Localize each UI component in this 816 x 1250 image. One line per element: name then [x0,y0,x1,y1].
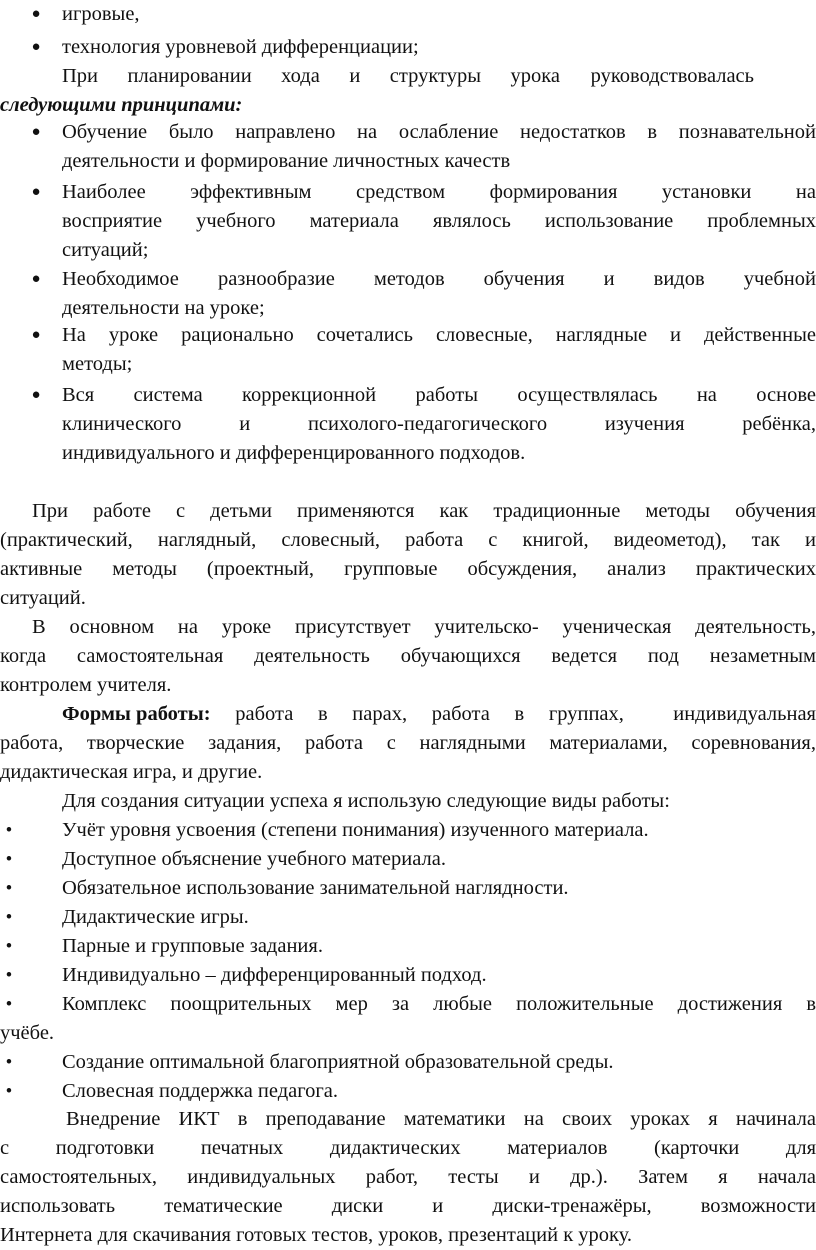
paragraph-line: При работе с детьми применяются как традиционные методы обучения [32,500,816,522]
list-item: игровые, [62,3,140,25]
paragraph-line: самостоятельных, индивидуальных работ, тесты и др.). Затем я начала [0,1166,816,1188]
paragraph-line: В основном на уроке присутствует учительско- ученическая деятельность, [32,616,816,638]
list-item: Парные и групповые задания. [62,935,323,957]
list-item-continuation: восприятие учебного материала являлось использование проблемных [62,210,816,232]
paragraph-line: работа, творческие задания, работа с наглядными материалами, соревнования, [0,732,816,754]
bullet-icon: • [5,965,13,986]
principles-emphasis: следующими принципами: [0,94,243,116]
list-item: Наиболее эффективным средством формирования установки на [62,181,816,203]
paragraph-line: (практический, наглядный, словесный, работа с книгой, видеометод), так и [0,529,816,551]
paragraph-line: когда самостоятельная деятельность обучающихся ведется под незаметным [0,645,816,667]
paragraph-line: ситуаций. [0,587,86,609]
list-item-continuation: деятельности на уроке; [62,297,265,319]
bullet-icon: • [5,994,13,1015]
list-item: Комплекс поощрительных мер за любые положительные достижения в [62,993,816,1015]
paragraph-line: Интернета для скачивания готовых тестов, уроков, презентаций к уроку. [0,1224,633,1246]
paragraph-line: контролем учителя. [0,674,172,696]
list-item: Создание оптимальной благоприятной образовательной среды. [62,1051,614,1073]
list-item-continuation: клинического и психолого-педагогического изучения ребёнка, [62,413,816,435]
list-item: Учёт уровня усвоения (степени понимания) изученного материала. [62,819,649,841]
forms-text: работа в парах, работа в группах, индивидуальная [210,703,816,725]
bullet-icon: • [5,1081,13,1102]
principles-intro-line [62,62,754,91]
bullet-icon: • [5,907,13,928]
paragraph-line: использовать тематические диски и диски-тренажёры, возможности [0,1195,816,1217]
list-item: Доступное объяснение учебного материала. [62,848,446,870]
list-item: технология уровневой дифференциации; [62,36,419,58]
bullet-icon: ● [31,327,41,343]
list-item: Дидактические игры. [62,906,249,928]
bullet-icon: • [5,820,13,841]
paragraph-line: дидактическая игра, и другие. [0,761,263,783]
success-intro: Для создания ситуации успеха я использую следующие виды работы: [62,790,670,812]
bullet-icon: ● [31,387,41,403]
list-item-continuation: учёбе. [0,1022,55,1044]
list-item: Обучение было направлено на ослабление недостатков в познавательной [62,121,816,143]
list-item-continuation: деятельности и формирование личностных качеств [62,150,511,172]
list-item: Индивидуально – дифференцированный подход. [62,964,487,986]
list-item: Словесная поддержка педагога. [62,1080,339,1102]
paragraph-line: с подготовки печатных дидактических материалов (карточки для [0,1137,816,1159]
paragraph-line: Внедрение ИКТ в преподавание математики на своих уроках я начинала [66,1108,816,1130]
principles-intro-tail: руководствовалась [590,65,754,87]
list-item: Вся система коррекционной работы осуществлялась на основе [62,384,816,406]
bullet-icon: ● [31,124,41,140]
bullet-icon: • [5,936,13,957]
principles-intro: При планировании хода и структуры урока [62,65,560,87]
bullet-icon: ● [31,184,41,200]
bullet-icon: ● [31,6,41,22]
bullet-icon: ● [31,271,41,287]
principles-heading [0,91,242,120]
list-item: На уроке рационально сочетались словесные, наглядные и действенные [62,324,816,346]
forms-label: Формы работы: [62,703,211,725]
list-item-continuation: ситуаций; [62,239,149,261]
bullet-icon: • [5,849,13,870]
bullet-icon: ● [31,39,41,55]
bullet-icon: • [5,1052,13,1073]
forms-line [62,700,816,729]
list-item: Необходимое разнообразие методов обучения и видов учебной [62,268,816,290]
paragraph-line: активные методы (проектный, групповые обсуждения, анализ практических [0,558,816,580]
list-item-continuation: методы; [62,353,133,375]
list-item: Обязательное использование занимательной наглядности. [62,877,569,899]
bullet-icon: • [5,878,13,899]
list-item-continuation: индивидуального и дифференцированного подходов. [62,442,526,464]
